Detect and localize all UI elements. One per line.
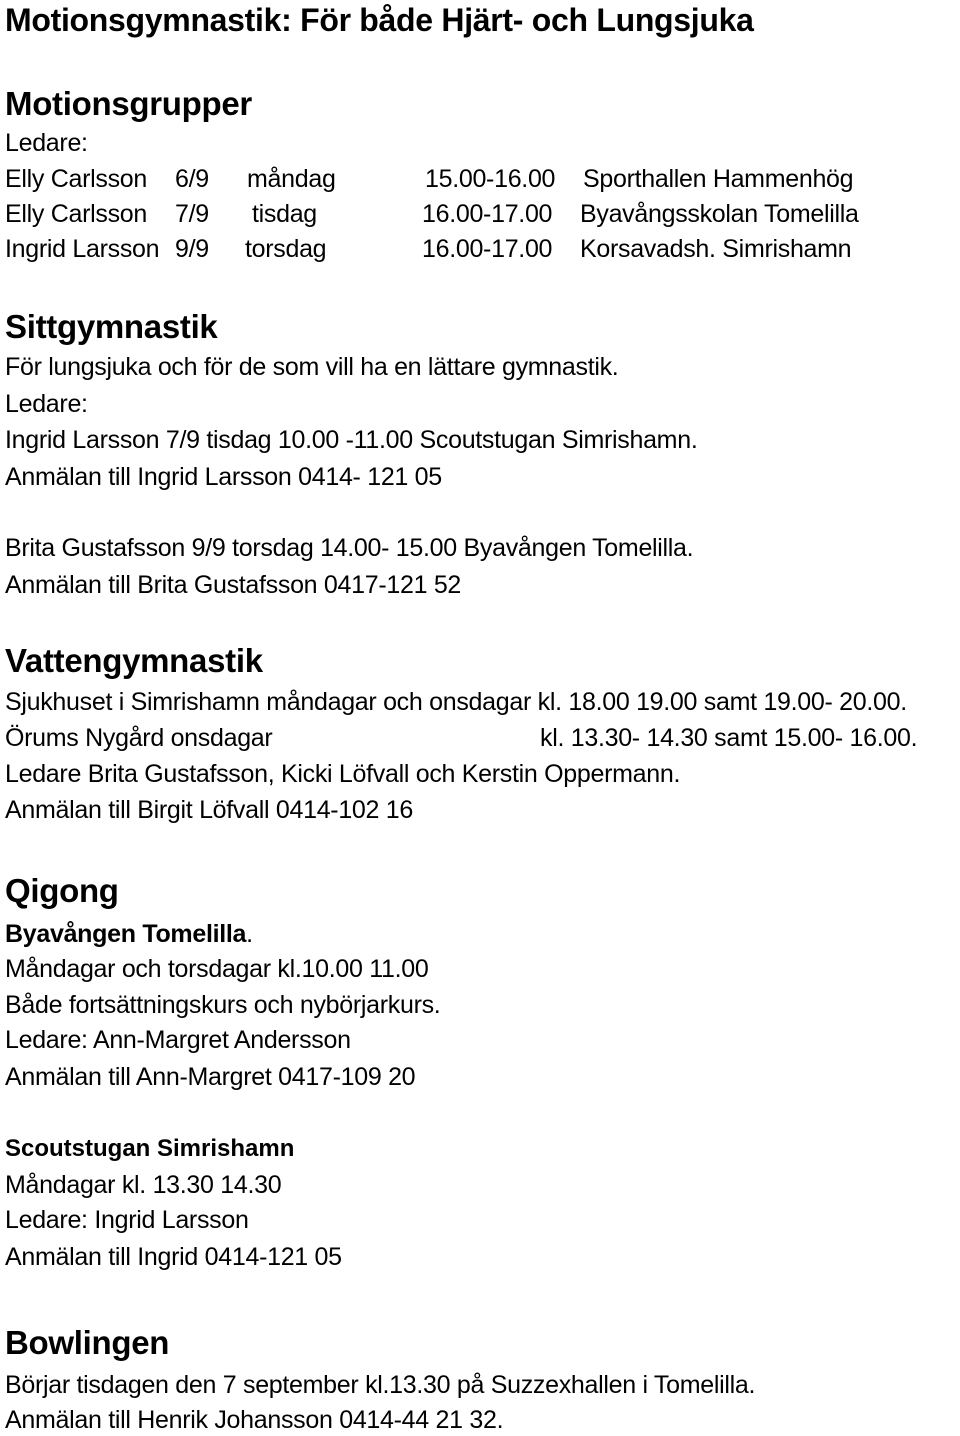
signup-info: Anmälan till Henrik Johansson 0414-44 21 32. xyxy=(5,1406,504,1434)
session-info: Ingrid Larsson 7/9 tisdag 10.00 -11.00 Scoutstugan Simrishamn. xyxy=(5,426,698,454)
session-day: torsdag xyxy=(245,235,327,263)
signup-info: Anmälan till Ingrid 0414-121 05 xyxy=(5,1243,342,1271)
schedule-place: Örums Nygård onsdagar xyxy=(5,724,273,752)
signup-info: Anmälan till Ingrid Larsson 0414- 121 05 xyxy=(5,463,442,491)
start-info: Börjar tisdagen den 7 september kl.13.30 på Suzzexhallen i Tomelilla. xyxy=(5,1371,756,1399)
session-date: 7/9 xyxy=(175,200,209,228)
location-name: Byavången Tomelilla xyxy=(5,920,247,948)
leader-name: Ingrid Larsson xyxy=(5,235,160,263)
session-time: 16.00-17.00 xyxy=(422,200,553,228)
section-heading-motionsgrupper: Motionsgrupper xyxy=(5,85,252,122)
session-place: Sporthallen Hammenhög xyxy=(583,165,854,193)
leader-name: Elly Carlsson xyxy=(5,165,147,193)
session-date: 6/9 xyxy=(175,165,209,193)
signup-info: Anmälan till Brita Gustafsson 0417-121 52 xyxy=(5,571,462,599)
section-heading-sittgymnastik: Sittgymnastik xyxy=(5,308,218,345)
session-info: Brita Gustafsson 9/9 torsdag 14.00- 15.00 Byavången Tomelilla. xyxy=(5,534,694,562)
leaders-label: Ledare: xyxy=(5,129,88,157)
schedule-time: kl. 13.30- 14.30 samt 15.00- 16.00. xyxy=(540,724,918,752)
location-line xyxy=(5,922,253,947)
session-place: Byavångsskolan Tomelilla xyxy=(580,200,859,228)
leaders-label: Ledare: xyxy=(5,390,88,418)
signup-info: Anmälan till Ann-Margret 0417-109 20 xyxy=(5,1063,416,1091)
section-heading-bowlingen: Bowlingen xyxy=(5,1324,170,1361)
leader-name: Elly Carlsson xyxy=(5,200,147,228)
schedule-info: Måndagar och torsdagar kl.10.00 11.00 xyxy=(5,955,429,983)
signup-info: Anmälan till Birgit Löfvall 0414-102 16 xyxy=(5,796,413,824)
section-heading-vattengymnastik: Vattengymnastik xyxy=(5,642,263,679)
session-date: 9/9 xyxy=(175,235,209,263)
session-day: måndag xyxy=(247,165,336,193)
leaders-info: Ledare Brita Gustafsson, Kicki Löfvall och Kerstin Oppermann. xyxy=(5,760,681,788)
section-heading-qigong: Qigong xyxy=(5,872,119,909)
session-time: 16.00-17.00 xyxy=(422,235,553,263)
location-punctuation: . xyxy=(246,920,253,948)
course-info: Både fortsättningskurs och nybörjarkurs. xyxy=(5,991,441,1019)
session-time: 15.00-16.00 xyxy=(425,165,556,193)
schedule-info: Måndagar kl. 13.30 14.30 xyxy=(5,1171,282,1199)
page-title: Motionsgymnastik: För både Hjärt- och Lungsjuka xyxy=(5,2,754,38)
section-heading-scoutstugan: Scoutstugan Simrishamn xyxy=(5,1135,295,1162)
section-description: För lungsjuka och för de som vill ha en lättare gymnastik. xyxy=(5,353,619,381)
session-place: Korsavadsh. Simrishamn xyxy=(580,235,852,263)
leader-info: Ledare: Ingrid Larsson xyxy=(5,1206,249,1234)
schedule-info: Sjukhuset i Simrishamn måndagar och onsdagar kl. 18.00 19.00 samt 19.00- 20.00. xyxy=(5,688,907,716)
leader-info: Ledare: Ann-Margret Andersson xyxy=(5,1026,351,1054)
session-day: tisdag xyxy=(252,200,317,228)
